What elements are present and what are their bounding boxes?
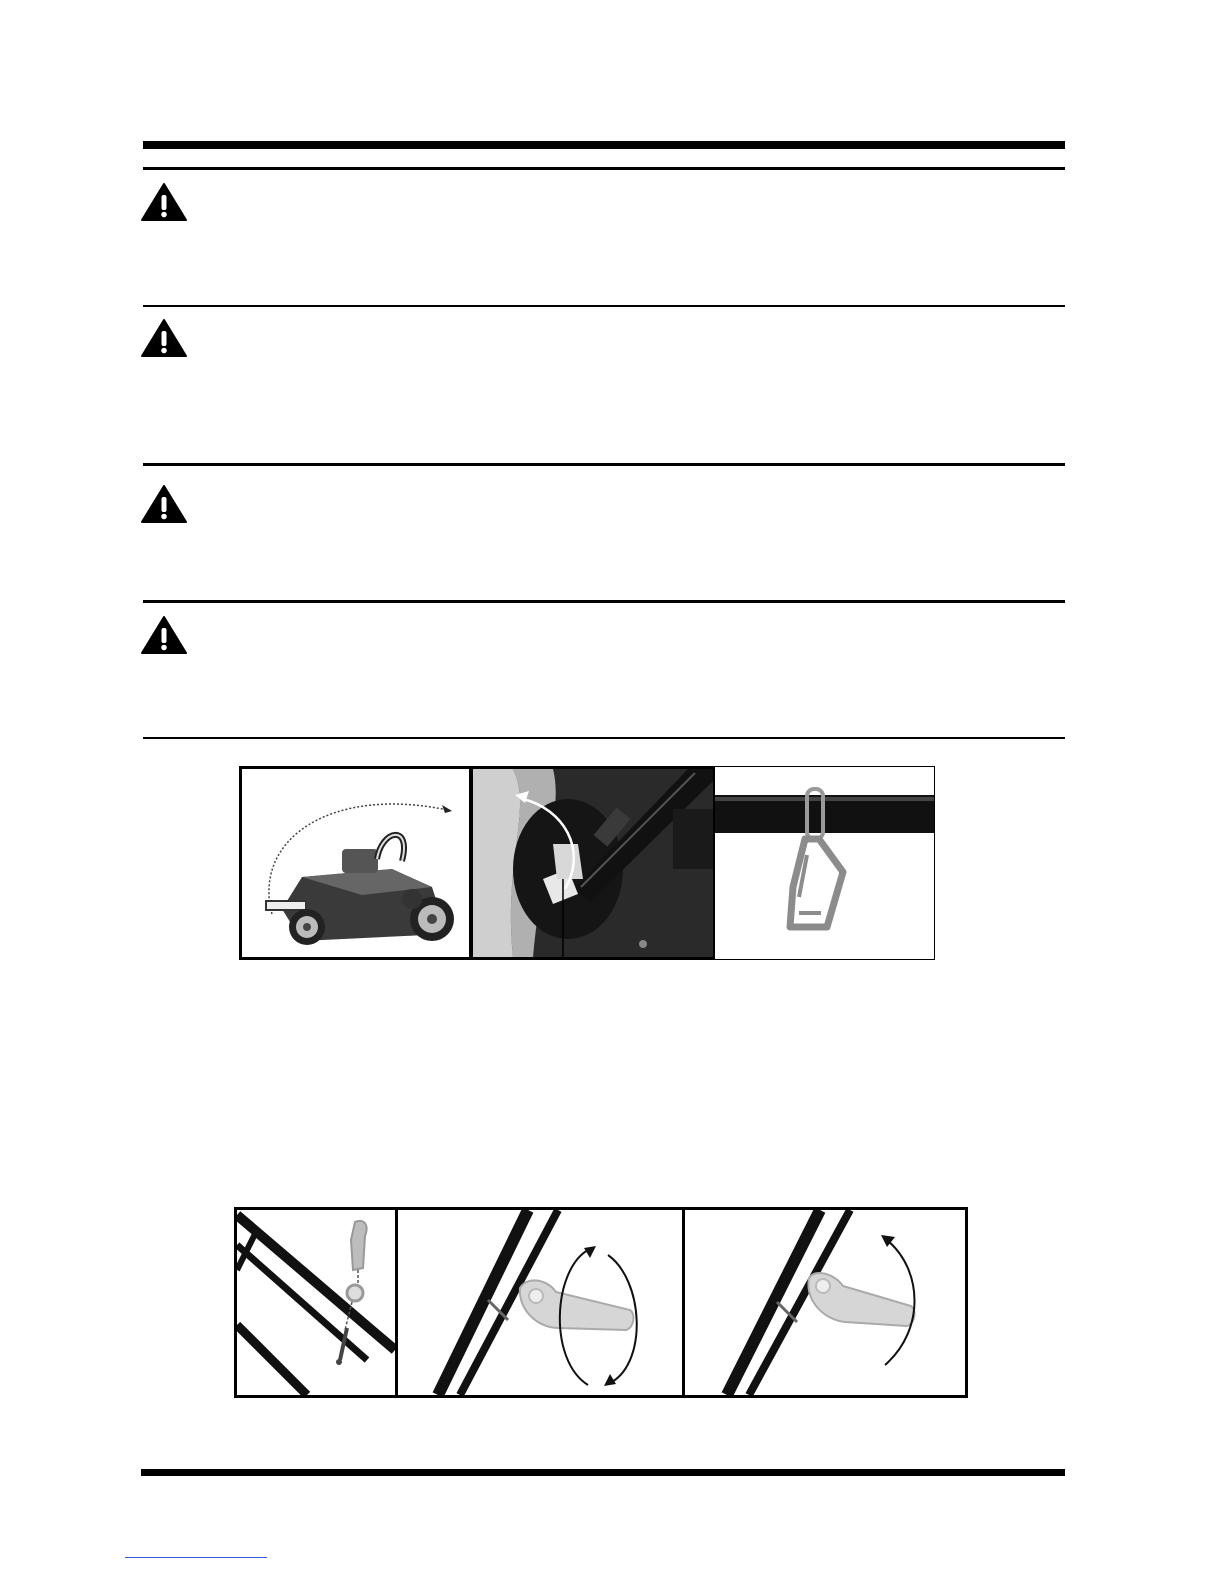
handle-latch-illustration — [470, 766, 716, 960]
header-rule-thick — [143, 141, 1065, 149]
mower-fold-illustration — [239, 766, 472, 960]
footer-rule — [141, 1469, 1065, 1476]
knob-rotate-up-illustration — [682, 1207, 968, 1398]
section-divider — [143, 600, 1065, 603]
knob-rotate-both-ways-illustration — [395, 1207, 685, 1398]
link-underline — [125, 1557, 267, 1558]
handle-knob-exploded-illustration — [234, 1207, 398, 1398]
cord-hook-illustration — [714, 766, 935, 960]
warning-triangle-icon — [141, 182, 187, 222]
header-rule-thin — [143, 167, 1065, 170]
section-divider — [143, 463, 1065, 466]
warning-triangle-icon — [141, 615, 187, 655]
warning-triangle-icon — [141, 318, 187, 358]
section-divider — [143, 737, 1065, 739]
section-divider — [143, 305, 1065, 307]
warning-triangle-icon — [141, 484, 187, 524]
